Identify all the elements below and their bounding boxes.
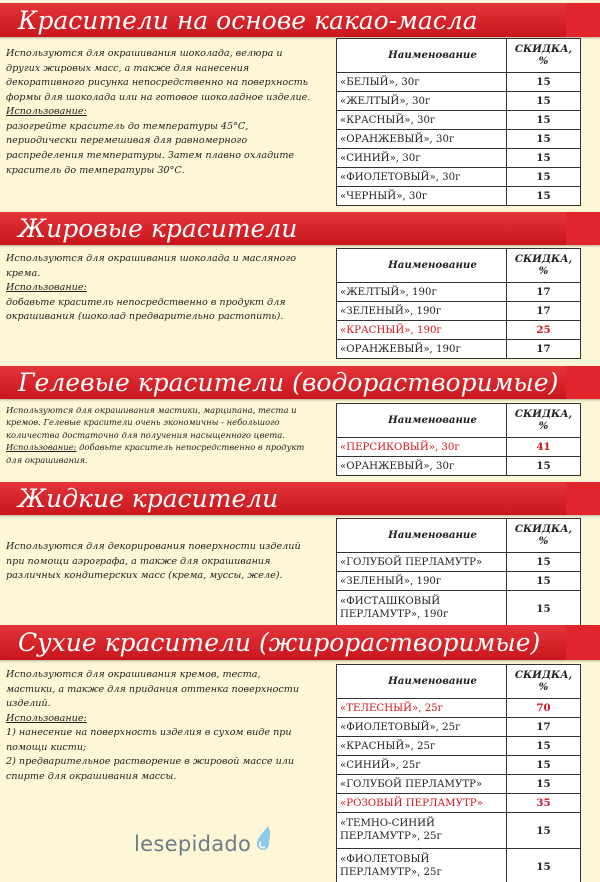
discount-value: 15 bbox=[507, 130, 581, 149]
discount-value: 35 bbox=[507, 794, 581, 813]
header-discount: СКИДКА, % bbox=[507, 39, 581, 73]
product-name: «ТЕМНО-СИНИЙ ПЕРЛАМУТР», 25г bbox=[337, 813, 507, 849]
header-discount: СКИДКА, % bbox=[507, 404, 581, 438]
table-row bbox=[337, 130, 581, 149]
header-name: Наименование bbox=[337, 665, 507, 699]
product-name: «ПЕРСИКОВЫЙ», 30г bbox=[337, 438, 507, 457]
table-row bbox=[337, 438, 581, 457]
section-description-fat-dyes bbox=[6, 252, 322, 325]
desc-line: Используются для окрашивания кремов, теста, bbox=[6, 669, 261, 680]
usage-line: краситель до температуры 30°С. bbox=[6, 164, 185, 176]
usage-line: помощи кисти; bbox=[6, 741, 87, 753]
paint-drop-icon bbox=[253, 825, 273, 851]
discount-value: 41 bbox=[507, 438, 581, 457]
section-banner-dry-dyes: Сухие красители (жирорастворимые) bbox=[0, 625, 600, 660]
table-row bbox=[337, 168, 581, 187]
section-description-cocoa-butter bbox=[6, 47, 322, 178]
product-name: «ФИОЛЕТОВЫЙ», 25г bbox=[337, 718, 507, 737]
discount-value: 15 bbox=[507, 849, 581, 882]
desc-line: изделий. bbox=[6, 698, 51, 710]
table-row bbox=[337, 699, 581, 718]
product-name: «СИНИЙ», 25г bbox=[337, 756, 507, 775]
price-table-cocoa-butter bbox=[336, 38, 581, 206]
table-row bbox=[337, 756, 581, 775]
section-description-liquid-dyes bbox=[6, 540, 322, 584]
usage-line: 2) предварительное растворение в жировой массе или bbox=[6, 756, 295, 768]
table-row bbox=[337, 794, 581, 813]
header-discount: СКИДКА, % bbox=[507, 249, 581, 283]
usage-line: разогрейте краситель до температуры 45°С, bbox=[6, 120, 249, 132]
product-name: «ФИОЛЕТОВЫЙ ПЕРЛАМУТР», 25г bbox=[337, 849, 507, 882]
brand-logo bbox=[134, 832, 273, 856]
header-discount: СКИДКА, % bbox=[507, 519, 581, 553]
usage-line: окрашивания (шоколад предварительно растопить). bbox=[6, 311, 284, 323]
product-name: «РОЗОВЫЙ ПЕРЛАМУТР» bbox=[337, 794, 507, 813]
product-name: «СИНИЙ», 30г bbox=[337, 149, 507, 168]
section-banner-fat-dyes: Жировые красители bbox=[0, 212, 600, 245]
price-table-gel-dyes bbox=[336, 403, 581, 476]
desc-line: декоративного рисунка непосредственно на поверхность bbox=[6, 77, 308, 89]
discount-value: 15 bbox=[507, 92, 581, 111]
discount-value: 15 bbox=[507, 591, 581, 627]
desc-line: Используются для декорирования поверхности изделий bbox=[6, 541, 301, 552]
table-row bbox=[337, 457, 581, 476]
desc-line: Используются для окрашивания шоколада и масляного bbox=[6, 253, 297, 264]
desc-line: других жировых масс, а также для нанесения bbox=[6, 62, 250, 74]
discount-value: 15 bbox=[507, 187, 581, 206]
table-row bbox=[337, 92, 581, 111]
usage-line: распределения температуры. Затем плавно охладите bbox=[6, 150, 295, 162]
header-name: Наименование bbox=[337, 249, 507, 283]
discount-value: 15 bbox=[507, 457, 581, 476]
table-row bbox=[337, 813, 581, 849]
usage-inline: добавьте краситель непосредственно в продукт bbox=[76, 442, 305, 453]
table-row bbox=[337, 849, 581, 882]
discount-value: 15 bbox=[507, 553, 581, 572]
discount-value: 15 bbox=[507, 73, 581, 92]
table-row bbox=[337, 737, 581, 756]
usage-label: Использование: bbox=[6, 282, 87, 294]
price-table-liquid-dyes bbox=[336, 518, 581, 627]
price-table-dry-dyes bbox=[336, 664, 581, 882]
table-row bbox=[337, 340, 581, 359]
product-name: «ОРАНЖЕВЫЙ», 30г bbox=[337, 130, 507, 149]
product-name: «ОРАНЖЕВЫЙ», 190г bbox=[337, 340, 507, 359]
product-name: «БЕЛЫЙ», 30г bbox=[337, 73, 507, 92]
table-row bbox=[337, 302, 581, 321]
discount-value: 15 bbox=[507, 756, 581, 775]
table-header-row bbox=[337, 665, 581, 699]
usage-line: добавьте краситель непосредственно в продукт для bbox=[6, 296, 286, 308]
desc-line: формы для шоколада или на готовое шоколадное изделие. bbox=[6, 91, 311, 103]
table-header-row bbox=[337, 39, 581, 73]
desc-line: при помощи аэрографа, а также для окрашивания bbox=[6, 555, 271, 567]
product-name: «ЖЕЛТЫЙ», 190г bbox=[337, 283, 507, 302]
table-row bbox=[337, 591, 581, 627]
product-name: «ГОЛУБОЙ ПЕРЛАМУТР» bbox=[337, 775, 507, 794]
discount-value: 15 bbox=[507, 813, 581, 849]
section-banner-cocoa-butter: Красители на основе какао-масла bbox=[0, 3, 600, 37]
product-name: «КРАСНЫЙ», 30г bbox=[337, 111, 507, 130]
discount-value: 17 bbox=[507, 718, 581, 737]
usage-label: Использование: bbox=[6, 106, 87, 118]
discount-value: 70 bbox=[507, 699, 581, 718]
usage-line: периодически перемешивая для равномерного bbox=[6, 135, 248, 147]
table-row bbox=[337, 283, 581, 302]
table-row bbox=[337, 775, 581, 794]
header-name: Наименование bbox=[337, 519, 507, 553]
price-table-fat-dyes bbox=[336, 248, 581, 359]
section-banner-gel-dyes: Гелевые красители (водорастворимые) bbox=[0, 366, 600, 399]
desc-line: кремов. Гелевые красители очень экономичны - небольшого bbox=[6, 417, 280, 428]
desc-line: мастики, а также для придания оттенка поверхности bbox=[6, 683, 300, 695]
table-header-row bbox=[337, 249, 581, 283]
table-row bbox=[337, 187, 581, 206]
table-row bbox=[337, 149, 581, 168]
usage-label: Использование: bbox=[6, 442, 77, 453]
usage-label: Использование: bbox=[6, 712, 87, 724]
discount-value: 17 bbox=[507, 302, 581, 321]
discount-value: 17 bbox=[507, 283, 581, 302]
usage-line: спирте для окрашивания массы. bbox=[6, 771, 177, 783]
product-name: «КРАСНЫЙ», 25г bbox=[337, 737, 507, 756]
section-description-gel-dyes bbox=[6, 404, 322, 466]
header-name: Наименование bbox=[337, 404, 507, 438]
discount-value: 15 bbox=[507, 168, 581, 187]
table-header-row bbox=[337, 519, 581, 553]
desc-line: Используются для окрашивания мастики, марципана, теста и bbox=[6, 405, 297, 415]
usage-line: 1) нанесение на поверхность изделия в сухом виде при bbox=[6, 727, 292, 739]
header-name: Наименование bbox=[337, 39, 507, 73]
discount-value: 25 bbox=[507, 321, 581, 340]
product-name: «ОРАНЖЕВЫЙ», 30г bbox=[337, 457, 507, 476]
discount-value: 15 bbox=[507, 775, 581, 794]
discount-value: 15 bbox=[507, 737, 581, 756]
table-row bbox=[337, 572, 581, 591]
product-name: «ЗЕЛЕНЫЙ», 190г bbox=[337, 572, 507, 591]
desc-line: Используются для окрашивания шоколада, велюра и bbox=[6, 48, 283, 59]
table-row bbox=[337, 111, 581, 130]
product-name: «ФИОЛЕТОВЫЙ», 30г bbox=[337, 168, 507, 187]
logo-text: lesepidado bbox=[134, 832, 252, 856]
product-name: «ЧЕРНЫЙ», 30г bbox=[337, 187, 507, 206]
section-description-dry-dyes bbox=[6, 668, 322, 785]
product-name: «ЖЕЛТЫЙ», 30г bbox=[337, 92, 507, 111]
desc-line: крема. bbox=[6, 267, 41, 279]
discount-value: 15 bbox=[507, 149, 581, 168]
product-name: «ТЕЛЕСНЫЙ», 25г bbox=[337, 699, 507, 718]
section-banner-liquid-dyes: Жидкие красители bbox=[0, 482, 600, 515]
desc-line: количества достаточно для получения насыщенного цвета. bbox=[6, 429, 285, 440]
discount-value: 15 bbox=[507, 111, 581, 130]
usage-line bbox=[6, 441, 322, 453]
desc-line: различных кондитерских масс (крема, муссы, желе). bbox=[6, 570, 283, 582]
product-name: «ФИСТАШКОВЫЙ ПЕРЛАМУТР», 190г bbox=[337, 591, 507, 627]
table-header-row bbox=[337, 404, 581, 438]
product-name: «ГОЛУБОЙ ПЕРЛАМУТР» bbox=[337, 553, 507, 572]
table-row bbox=[337, 553, 581, 572]
discount-value: 17 bbox=[507, 340, 581, 359]
table-row bbox=[337, 73, 581, 92]
table-row bbox=[337, 718, 581, 737]
discount-value: 15 bbox=[507, 572, 581, 591]
usage-line: для окрашивания. bbox=[6, 454, 88, 465]
header-discount: СКИДКА, % bbox=[507, 665, 581, 699]
product-name: «ЗЕЛЕНЫЙ», 190г bbox=[337, 302, 507, 321]
table-row bbox=[337, 321, 581, 340]
product-name: «КРАСНЫЙ», 190г bbox=[337, 321, 507, 340]
